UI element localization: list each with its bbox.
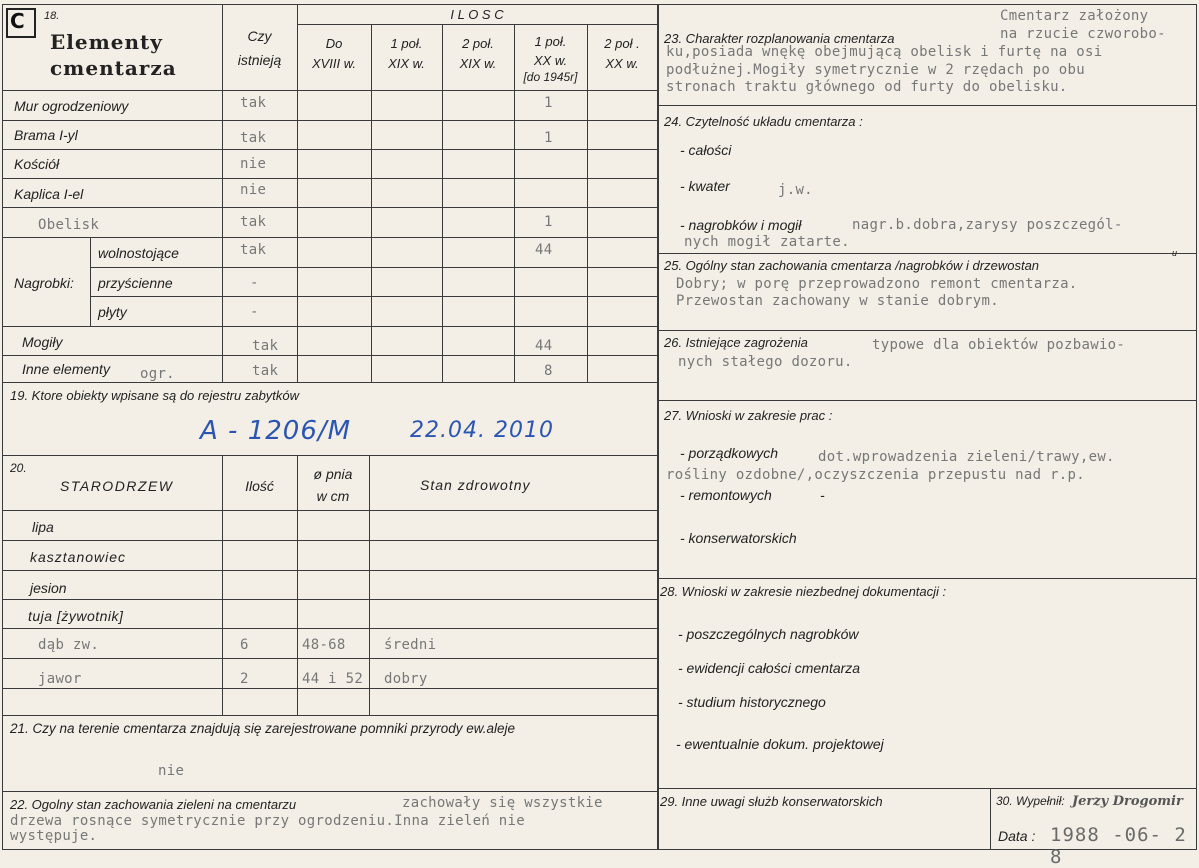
date-label: Data : xyxy=(998,828,1036,844)
col-xviii-l1: Do xyxy=(325,36,343,51)
tree-name: dąb zw. xyxy=(38,637,100,653)
section-25-line2: Przewostan zachowany w stanie dobrym. xyxy=(676,293,999,309)
tree-name: jesion xyxy=(30,580,67,596)
section-23-line5: stronach traktu głównego od furty do obelisku. xyxy=(666,79,1068,95)
row-label: Mur ogrodzeniowy xyxy=(14,98,129,114)
dokumentacja-item: - ewentualnie dokum. projektowej xyxy=(676,736,884,752)
tree-stan: średni xyxy=(384,637,437,653)
col-1xx-l1: 1 poł. xyxy=(534,34,567,49)
row-xx1: 44 xyxy=(535,338,553,354)
section-25-mark: u xyxy=(1172,248,1178,258)
tree-ilosc: 2 xyxy=(240,671,249,687)
section-26-line2: nych stałego dozoru. xyxy=(678,354,853,370)
section-22-line1: zachowały się wszystkie xyxy=(402,795,603,811)
section-25-label: 25. Ogólny stan zachowania cmentarza /nagrobków i drzewostan xyxy=(664,258,1040,273)
row-czy: tak xyxy=(252,363,279,379)
section-23-line1: Cmentarz założony xyxy=(1000,8,1149,24)
czytelnosc-nagrobkow: - nagrobków i mogił xyxy=(680,217,802,233)
section-26-line1: typowe dla obiektów pozbawio- xyxy=(872,337,1126,353)
row-czy: - xyxy=(250,304,259,320)
col-czy-line1: Czy xyxy=(247,28,272,44)
wnioski-porzadkowych-value2: rośliny ozdobne/,oczyszczenia przepustu nad r.p. xyxy=(666,467,1085,483)
section-29-label: 29. Inne uwagi służb konserwatorskich xyxy=(660,794,883,809)
czytelnosc-calosci: - całości xyxy=(680,142,732,158)
tree-stan: dobry xyxy=(384,671,428,687)
section-22-line3: występuje. xyxy=(10,828,98,844)
col-2xx-l1: 2 poł . xyxy=(604,36,640,51)
starodrzew-header: STARODRZEW xyxy=(60,478,174,494)
tree-pnia: 44 i 52 xyxy=(302,671,364,687)
col-pnia-l2: w cm xyxy=(316,488,350,504)
tree-name: lipa xyxy=(32,519,54,535)
col-1xx-l2: XX w. xyxy=(533,53,568,68)
col-1xx-l3: [do 1945r] xyxy=(523,70,578,84)
row-czy: tak xyxy=(240,242,267,258)
row-xx1: 44 xyxy=(535,242,553,258)
section-19-label: 19. Ktore obiekty wpisane są do rejestru zabytków xyxy=(10,388,300,403)
row-xx1: 1 xyxy=(544,214,553,230)
row-label: przyścienne xyxy=(98,275,173,291)
row-xx1: 8 xyxy=(544,363,553,379)
row-xx1: 1 xyxy=(544,130,553,146)
wnioski-remontowych-value: - xyxy=(820,487,825,503)
section-23-line4: podłużnej.Mogiły symetrycznie w 2 rzędach po obu xyxy=(666,62,1085,78)
nagrobki-label: Nagrobki: xyxy=(14,275,74,291)
czytelnosc-nagrobkow-value2: nych mogił zatarte. xyxy=(684,234,850,250)
czytelnosc-nagrobkow-value1: nagr.b.dobra,zarysy poszczegól- xyxy=(852,217,1123,233)
section-26-label: 26. Istniejące zagrożenia xyxy=(664,335,808,350)
row-label: Kościół xyxy=(14,156,60,172)
col-ilosc: Ilość xyxy=(245,478,274,494)
filled-by-name: Jerzy Drogomir xyxy=(1072,794,1183,809)
row-czy: tak xyxy=(252,338,279,354)
row-label: Mogiły xyxy=(22,334,63,350)
card-letter: C xyxy=(10,9,25,33)
row-label: Obelisk xyxy=(38,217,100,233)
tree-pnia: 48-68 xyxy=(302,637,346,653)
section-18-title-line2: cmentarza xyxy=(50,56,177,80)
dokumentacja-item: - ewidencji całości cmentarza xyxy=(678,660,861,676)
row-czy: tak xyxy=(240,214,267,230)
section-24-label: 24. Czytelność układu cmentarza : xyxy=(664,114,863,129)
row-label: wolnostojące xyxy=(98,245,179,261)
col-pnia-l1: ø pnia xyxy=(313,466,353,482)
row-czy: tak xyxy=(240,95,267,111)
col-1xix-l1: 1 poł. xyxy=(390,36,423,51)
section-22-line2: drzewa rosnące symetrycznie przy ogrodzeniu.Inna zieleń nie xyxy=(10,813,525,829)
col-2xix-l1: 2 poł. xyxy=(462,36,494,51)
col-xviii-l2: XVIII w. xyxy=(311,56,357,71)
row-czy: nie xyxy=(240,156,267,172)
row-xx1: 1 xyxy=(544,95,553,111)
register-number: A - 1206/M xyxy=(200,416,352,446)
section-25-line1: Dobry; w porę przeprowadzono remont cmentarza. xyxy=(676,276,1078,292)
section-23-line2: na rzucie czworobo- xyxy=(1000,26,1166,42)
section-30-label: 30. Wypełnił: xyxy=(996,794,1065,808)
section-21-label: 21. Czy na terenie cmentarza znajdują się zarejestrowane pomniki przyrody ew.aleje xyxy=(10,721,516,736)
inne-extra: ogr. xyxy=(140,366,175,382)
col-czy-line2: istnieją xyxy=(237,52,282,68)
col-2xix-l2: XIX w. xyxy=(459,56,497,71)
col-stan: Stan zdrowotny xyxy=(420,477,531,493)
col-1xix-l2: XIX w. xyxy=(388,56,425,71)
czytelnosc-kwater: - kwater xyxy=(680,178,730,194)
row-label: Kaplica I-el xyxy=(14,186,84,202)
wnioski-konserwatorskich: - konserwatorskich xyxy=(680,530,797,546)
czytelnosc-kwater-value: j.w. xyxy=(778,182,813,198)
row-czy: - xyxy=(250,275,259,291)
dokumentacja-item: - poszczególnych nagrobków xyxy=(678,626,859,642)
ilosc-header: I L O S C xyxy=(450,7,504,22)
section-18-number: 18. xyxy=(44,10,60,22)
register-date: 22.04. 2010 xyxy=(410,418,554,443)
section-20-number: 20. xyxy=(10,461,27,475)
section-18-title-line1: Elementy xyxy=(50,30,163,54)
wnioski-porzadkowych-value1: dot.wprowadzenia zieleni/trawy,ew. xyxy=(818,449,1115,465)
row-label: Inne elementy xyxy=(22,361,110,377)
row-label: płyty xyxy=(98,304,127,320)
section-23-line3: ku,posiada wnękę obejmującą obelisk i furtę na osi xyxy=(666,44,1103,60)
section-28-label: 28. Wnioski w zakresie niezbednej dokumentacji : xyxy=(660,584,947,599)
tree-name: jawor xyxy=(38,671,82,687)
wnioski-porzadkowych: - porządkowych xyxy=(680,445,779,461)
row-czy: tak xyxy=(240,130,267,146)
section-27-label: 27. Wnioski w zakresie prac : xyxy=(664,408,833,423)
section-23-label: 23. Charakter rozplanowania cmentarza xyxy=(664,31,895,46)
dokumentacja-item: - studium historycznego xyxy=(678,694,826,710)
col-2xx-l2: XX w. xyxy=(605,56,639,71)
row-czy: nie xyxy=(240,182,267,198)
section-21-value: nie xyxy=(158,763,185,779)
tree-ilosc: 6 xyxy=(240,637,249,653)
row-label: Brama I-yl xyxy=(14,127,78,143)
tree-name: tuja [żywotnik] xyxy=(28,608,124,624)
date-stamp: 1988 -06- 2 8 xyxy=(1050,824,1187,868)
section-22-label: 22. Ogolny stan zachowania zieleni na cmentarzu xyxy=(10,797,297,812)
tree-name: kasztanowiec xyxy=(30,549,127,565)
wnioski-remontowych: - remontowych xyxy=(680,487,772,503)
